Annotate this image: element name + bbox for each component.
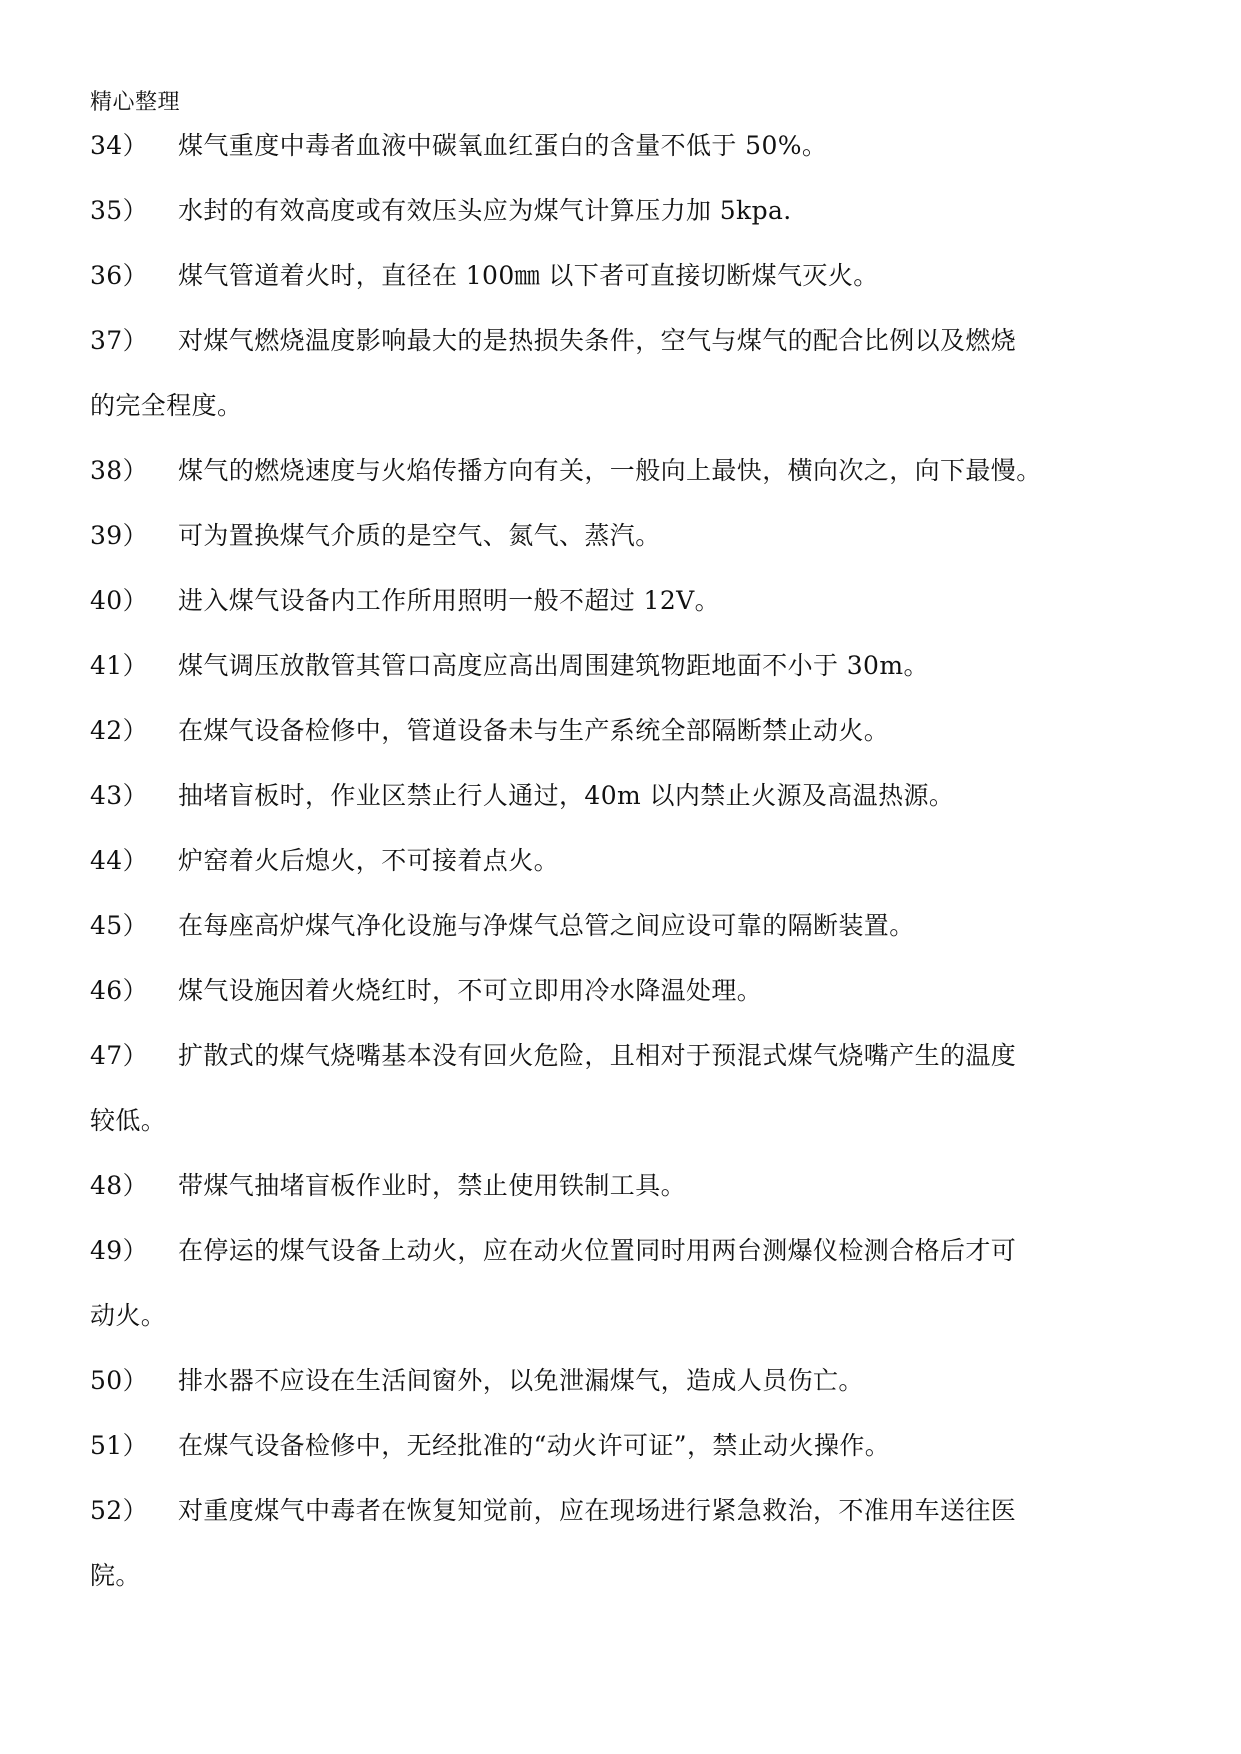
item-text: 煤气重度中毒者血液中碳氧血红蛋白的含量不低于 50%。 [178,131,828,160]
item-number: 41） [90,651,149,680]
item-number: 51） [90,1431,149,1460]
item-number: 42） [90,716,149,745]
list-item [90,976,1150,1006]
item-number: 36） [90,261,149,290]
item-number: 46） [90,976,149,1005]
list-item [90,1236,1150,1331]
list-item [90,1366,1150,1396]
item-number: 44） [90,846,149,875]
list-item [90,456,1150,486]
item-number: 35） [90,196,149,225]
list-item [90,586,1150,616]
item-text: 在煤气设备检修中，无经批准的“动火许可证”，禁止动火操作。 [178,1431,891,1460]
item-text-continuation: 较低。 [90,1106,167,1135]
item-text: 带煤气抽堵盲板作业时，禁止使用铁制工具。 [178,1171,687,1200]
item-text: 煤气设施因着火烧红时，不可立即用冷水降温处理。 [178,976,763,1005]
item-text: 可为置换煤气介质的是空气、氮气、蒸汽。 [178,521,661,550]
item-number: 34） [90,131,149,160]
item-number: 40） [90,586,149,615]
list-item [90,196,1150,226]
item-number: 47） [90,1041,149,1070]
item-number: 52） [90,1496,149,1525]
list-item [90,1041,1150,1136]
item-text: 煤气的燃烧速度与火焰传播方向有关，一般向上最快，横向次之，向下最慢。 [178,456,1042,485]
item-number: 49） [90,1236,149,1265]
list-item [90,1431,1150,1461]
list-item [90,911,1150,941]
item-number: 39） [90,521,149,550]
item-text: 炉窑着火后熄火，不可接着点火。 [178,846,560,875]
item-text-continuation: 院。 [90,1561,141,1590]
item-text-continuation: 动火。 [90,1301,167,1330]
item-number: 43） [90,781,149,810]
list-item [90,261,1150,291]
list-item [90,1171,1150,1201]
item-number: 45） [90,911,149,940]
list-item [90,131,1150,161]
item-text: 水封的有效高度或有效压头应为煤气计算压力加 5kpa. [178,196,792,225]
item-text: 在停运的煤气设备上动火，应在动火位置同时用两台测爆仪检测合格后才可 [178,1236,1017,1265]
list-item [90,651,1150,681]
item-text: 在每座高炉煤气净化设施与净煤气总管之间应设可靠的隔断装置。 [178,911,915,940]
item-number: 50） [90,1366,149,1395]
list-item [90,846,1150,876]
item-text-continuation: 的完全程度。 [90,391,243,420]
item-text: 抽堵盲板时，作业区禁止行人通过，40m 以内禁止火源及高温热源。 [178,781,955,810]
item-list [90,131,1150,1626]
list-item [90,521,1150,551]
item-text: 在煤气设备检修中，管道设备未与生产系统全部隔断禁止动火。 [178,716,890,745]
item-text: 排水器不应设在生活间窗外，以免泄漏煤气，造成人员伤亡。 [178,1366,864,1395]
item-text: 对重度煤气中毒者在恢复知觉前，应在现场进行紧急救治，不准用车送往医 [178,1496,1017,1525]
item-text: 煤气管道着火时，直径在 100㎜ 以下者可直接切断煤气灭火。 [178,261,879,290]
list-item [90,326,1150,421]
page-header: 精心整理 [90,90,181,115]
item-text: 扩散式的煤气烧嘴基本没有回火危险，且相对于预混式煤气烧嘴产生的温度 [178,1041,1017,1070]
list-item [90,781,1150,811]
list-item [90,1496,1150,1591]
item-number: 37） [90,326,149,355]
item-number: 38） [90,456,149,485]
item-number: 48） [90,1171,149,1200]
item-text: 煤气调压放散管其管口高度应高出周围建筑物距地面不小于 30m。 [178,651,929,680]
item-text: 对煤气燃烧温度影响最大的是热损失条件，空气与煤气的配合比例以及燃烧 [178,326,1017,355]
list-item [90,716,1150,746]
item-text: 进入煤气设备内工作所用照明一般不超过 12V。 [178,586,721,615]
